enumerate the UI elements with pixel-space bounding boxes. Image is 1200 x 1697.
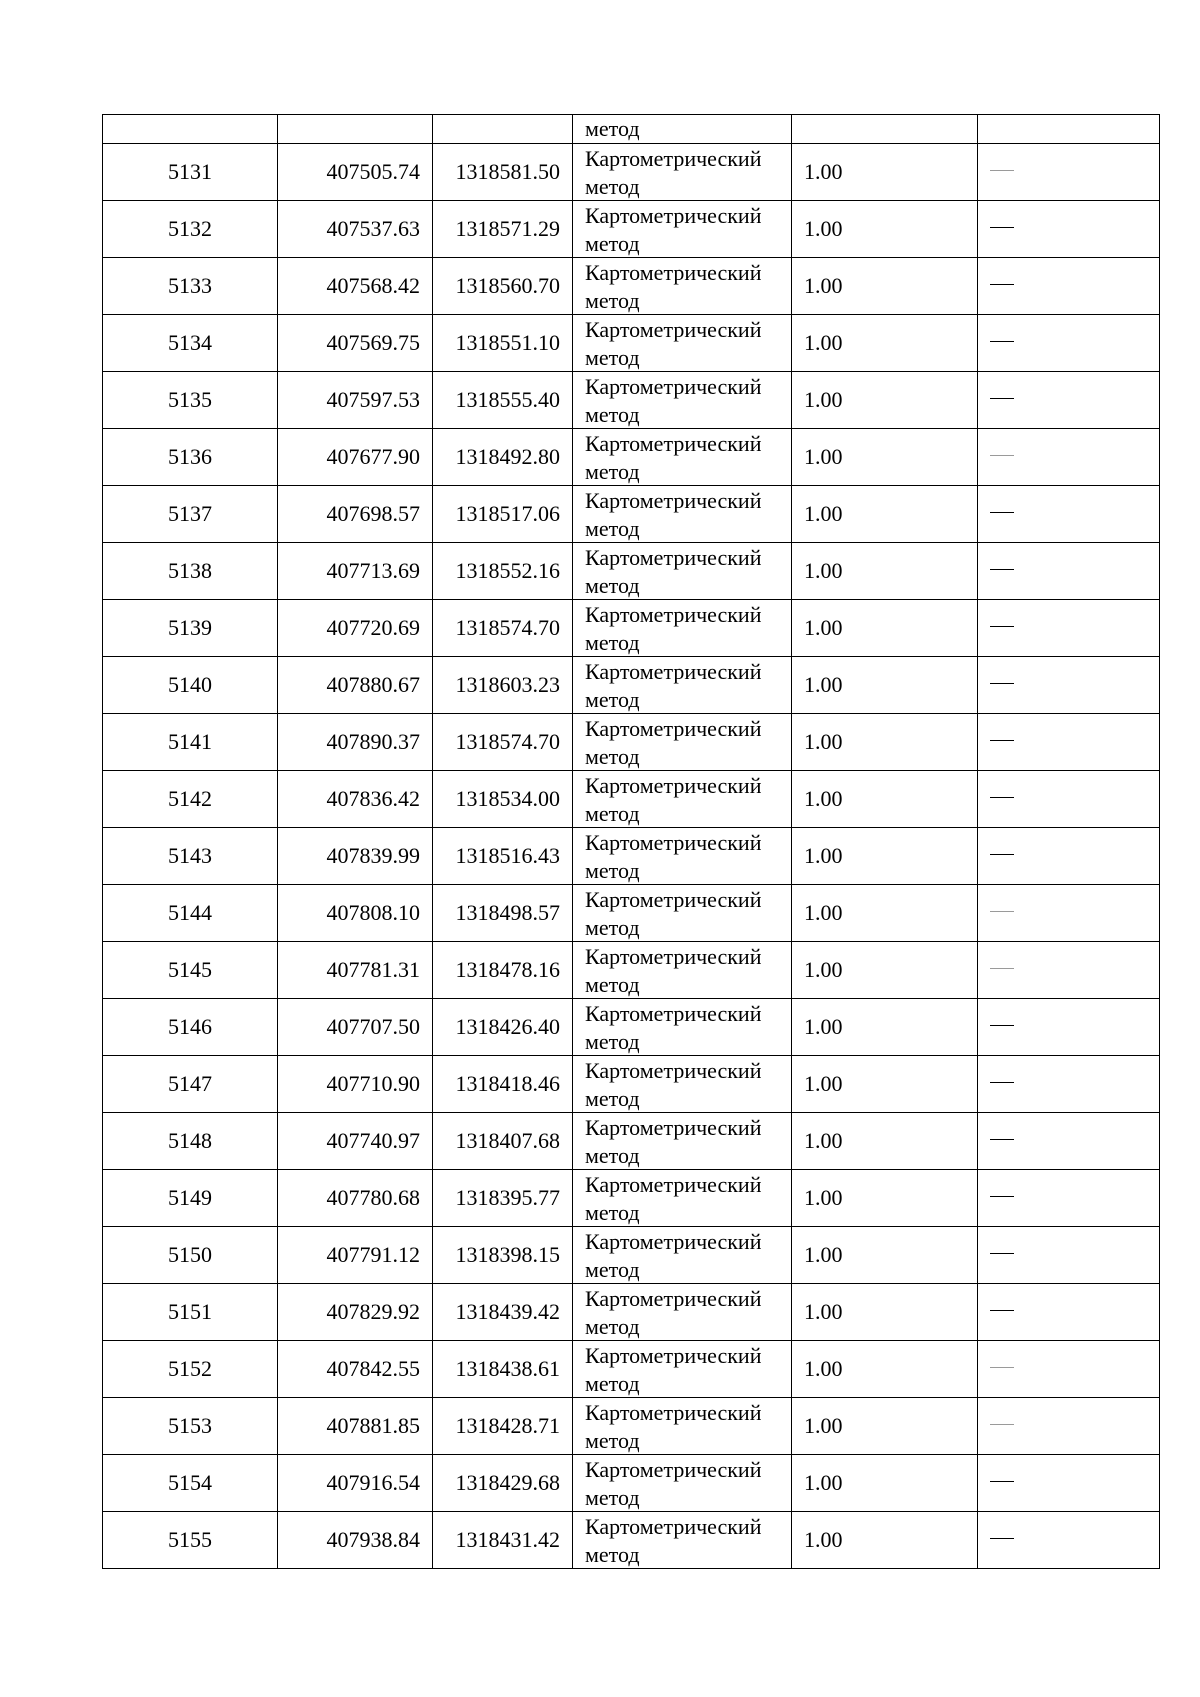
dash-icon	[990, 512, 1014, 513]
method-line-2: метод	[585, 914, 640, 940]
method-line-2: метод	[585, 458, 640, 484]
coordinates-table	[102, 114, 1160, 1569]
coordinate-x: 407938.84	[278, 1512, 433, 1569]
description-cell	[978, 885, 1160, 942]
coordinate-x: 407791.12	[278, 1227, 433, 1284]
method-line-2: метод	[585, 800, 640, 826]
method-line-2: метод	[585, 1427, 640, 1453]
dash-icon	[990, 170, 1014, 171]
coordinate-y: 1318574.70	[433, 600, 573, 657]
accuracy: 1.00	[792, 201, 978, 258]
method-line-1: Картометрический	[585, 373, 762, 399]
method-cell	[573, 1455, 792, 1512]
coordinate-y: 1318552.16	[433, 543, 573, 600]
coordinate-y: 1318517.06	[433, 486, 573, 543]
method-line-2: метод	[585, 971, 640, 997]
cell-method	[573, 115, 792, 144]
method-cell	[573, 543, 792, 600]
method-line-2: метод	[585, 1028, 640, 1054]
table-row	[103, 372, 1160, 429]
coordinate-y: 1318492.80	[433, 429, 573, 486]
dash-icon	[990, 854, 1014, 855]
method-line-2: метод	[585, 1256, 640, 1282]
method-line-2: метод	[585, 344, 640, 370]
point-number: 5138	[103, 543, 278, 600]
method-cell	[573, 942, 792, 999]
coordinate-x: 407569.75	[278, 315, 433, 372]
method-line-2: метод	[585, 515, 640, 541]
method-line-1: Картометрический	[585, 1000, 762, 1026]
method-line-1: Картометрический	[585, 1228, 762, 1254]
point-number: 5136	[103, 429, 278, 486]
method-line-1: Картометрический	[585, 772, 762, 798]
point-number: 5152	[103, 1341, 278, 1398]
dash-icon	[990, 1196, 1014, 1197]
method-line-2: метод	[585, 1313, 640, 1339]
accuracy: 1.00	[792, 1113, 978, 1170]
method-line-1: Картометрический	[585, 145, 762, 171]
method-line-1: Картометрический	[585, 487, 762, 513]
dash-icon	[990, 227, 1014, 228]
method-cell	[573, 486, 792, 543]
method-line-1: Картометрический	[585, 601, 762, 627]
method-line-2: метод	[585, 1199, 640, 1225]
method-line-2: метод	[585, 287, 640, 313]
description-cell	[978, 486, 1160, 543]
description-cell	[978, 1398, 1160, 1455]
method-line-2: метод	[585, 1370, 640, 1396]
coordinate-x: 407698.57	[278, 486, 433, 543]
dash-icon	[990, 1538, 1014, 1539]
method-line-1: Картометрический	[585, 1513, 762, 1539]
point-number: 5149	[103, 1170, 278, 1227]
coordinate-y: 1318395.77	[433, 1170, 573, 1227]
method-cell	[573, 1284, 792, 1341]
table-row	[103, 543, 1160, 600]
coordinate-y: 1318498.57	[433, 885, 573, 942]
coordinate-y: 1318555.40	[433, 372, 573, 429]
method-cell	[573, 372, 792, 429]
method-cell	[573, 999, 792, 1056]
coordinate-y: 1318438.61	[433, 1341, 573, 1398]
point-number: 5147	[103, 1056, 278, 1113]
dash-icon	[990, 797, 1014, 798]
cell-description	[978, 115, 1160, 144]
table-row	[103, 1170, 1160, 1227]
method-line-1: Картометрический	[585, 1171, 762, 1197]
coordinate-x: 407740.97	[278, 1113, 433, 1170]
dash-icon	[990, 455, 1014, 456]
accuracy: 1.00	[792, 1512, 978, 1569]
method-line-1: Картометрический	[585, 943, 762, 969]
cell-x	[278, 115, 433, 144]
coordinate-x: 407916.54	[278, 1455, 433, 1512]
point-number: 5139	[103, 600, 278, 657]
method-line-1: Картометрический	[585, 886, 762, 912]
cell-accuracy	[792, 115, 978, 144]
coordinate-y: 1318398.15	[433, 1227, 573, 1284]
point-number: 5153	[103, 1398, 278, 1455]
table-row	[103, 885, 1160, 942]
method-cell	[573, 258, 792, 315]
description-cell	[978, 1455, 1160, 1512]
point-number: 5154	[103, 1455, 278, 1512]
method-cell	[573, 1170, 792, 1227]
dash-icon	[990, 1082, 1014, 1083]
point-number: 5141	[103, 714, 278, 771]
method-cell	[573, 1056, 792, 1113]
dash-icon	[990, 1025, 1014, 1026]
method-cell	[573, 657, 792, 714]
accuracy: 1.00	[792, 714, 978, 771]
coordinate-x: 407780.68	[278, 1170, 433, 1227]
accuracy: 1.00	[792, 771, 978, 828]
accuracy: 1.00	[792, 942, 978, 999]
accuracy: 1.00	[792, 258, 978, 315]
point-number: 5134	[103, 315, 278, 372]
dash-icon	[990, 398, 1014, 399]
method-cell	[573, 315, 792, 372]
description-cell	[978, 1113, 1160, 1170]
accuracy: 1.00	[792, 429, 978, 486]
description-cell	[978, 429, 1160, 486]
table-row	[103, 201, 1160, 258]
description-cell	[978, 372, 1160, 429]
method-line-1: Картометрический	[585, 430, 762, 456]
point-number: 5150	[103, 1227, 278, 1284]
method-line-1: Картометрический	[585, 1057, 762, 1083]
method-cell	[573, 1227, 792, 1284]
method-line-1: Картометрический	[585, 1399, 762, 1425]
method-line-1: Картометрический	[585, 1114, 762, 1140]
continuation-row	[103, 115, 1160, 144]
coordinate-x: 407890.37	[278, 714, 433, 771]
dash-icon	[990, 911, 1014, 912]
accuracy: 1.00	[792, 885, 978, 942]
accuracy: 1.00	[792, 1227, 978, 1284]
description-cell	[978, 1341, 1160, 1398]
dash-icon	[990, 683, 1014, 684]
method-line-1: Картометрический	[585, 544, 762, 570]
accuracy: 1.00	[792, 1398, 978, 1455]
method-line-1: Картометрический	[585, 1342, 762, 1368]
table-row	[103, 1113, 1160, 1170]
table-row	[103, 657, 1160, 714]
coordinate-x: 407537.63	[278, 201, 433, 258]
dash-icon	[990, 1310, 1014, 1311]
coordinate-x: 407829.92	[278, 1284, 433, 1341]
method-line-2: метод	[585, 230, 640, 256]
table-row	[103, 1512, 1160, 1569]
method-cell	[573, 1512, 792, 1569]
method-line-2: метод	[585, 629, 640, 655]
accuracy: 1.00	[792, 486, 978, 543]
coordinate-y: 1318429.68	[433, 1455, 573, 1512]
dash-icon	[990, 1424, 1014, 1425]
coordinate-y: 1318581.50	[433, 144, 573, 201]
coordinate-y: 1318478.16	[433, 942, 573, 999]
method-cell	[573, 600, 792, 657]
table-row	[103, 315, 1160, 372]
table-row	[103, 828, 1160, 885]
table-row	[103, 942, 1160, 999]
description-cell	[978, 201, 1160, 258]
coordinate-x: 407505.74	[278, 144, 433, 201]
method-cell	[573, 1398, 792, 1455]
method-line-1: Картометрический	[585, 829, 762, 855]
description-cell	[978, 258, 1160, 315]
table-row	[103, 1455, 1160, 1512]
dash-icon	[990, 740, 1014, 741]
table-row	[103, 1341, 1160, 1398]
method-cell	[573, 1113, 792, 1170]
table-row	[103, 1227, 1160, 1284]
coordinate-x: 407808.10	[278, 885, 433, 942]
coordinate-x: 407568.42	[278, 258, 433, 315]
method-cell	[573, 828, 792, 885]
cell-num	[103, 115, 278, 144]
table-row	[103, 771, 1160, 828]
coordinate-x: 407713.69	[278, 543, 433, 600]
point-number: 5155	[103, 1512, 278, 1569]
coordinate-y: 1318551.10	[433, 315, 573, 372]
point-number: 5151	[103, 1284, 278, 1341]
description-cell	[978, 657, 1160, 714]
description-cell	[978, 144, 1160, 201]
description-cell	[978, 714, 1160, 771]
coordinate-x: 407881.85	[278, 1398, 433, 1455]
accuracy: 1.00	[792, 372, 978, 429]
description-cell	[978, 543, 1160, 600]
dash-icon	[990, 1481, 1014, 1482]
coordinate-y: 1318426.40	[433, 999, 573, 1056]
method-line-1: Картометрический	[585, 1456, 762, 1482]
description-cell	[978, 1284, 1160, 1341]
coordinate-y: 1318603.23	[433, 657, 573, 714]
coordinate-x: 407710.90	[278, 1056, 433, 1113]
coordinate-y: 1318418.46	[433, 1056, 573, 1113]
table-row	[103, 258, 1160, 315]
accuracy: 1.00	[792, 1455, 978, 1512]
method-line-1: Картометрический	[585, 259, 762, 285]
method-line-2: метод	[585, 1085, 640, 1111]
point-number: 5137	[103, 486, 278, 543]
coordinate-x: 407720.69	[278, 600, 433, 657]
coordinate-y: 1318571.29	[433, 201, 573, 258]
table-row	[103, 1398, 1160, 1455]
method-line-2: метод	[585, 1484, 640, 1510]
cell-y	[433, 115, 573, 144]
method-line-2: метод	[585, 857, 640, 883]
accuracy: 1.00	[792, 600, 978, 657]
point-number: 5144	[103, 885, 278, 942]
method-line-1: Картометрический	[585, 715, 762, 741]
method-line-2: метод	[585, 1142, 640, 1168]
method-line-1: Картометрический	[585, 202, 762, 228]
table-row	[103, 999, 1160, 1056]
method-line-1: Картометрический	[585, 316, 762, 342]
point-number: 5140	[103, 657, 278, 714]
table-row	[103, 144, 1160, 201]
point-number: 5148	[103, 1113, 278, 1170]
dash-icon	[990, 1139, 1014, 1140]
method-cell	[573, 771, 792, 828]
method-line-2: метод	[585, 686, 640, 712]
coordinate-x: 407707.50	[278, 999, 433, 1056]
method-line-1: Картометрический	[585, 1285, 762, 1311]
dash-icon	[990, 1367, 1014, 1368]
dash-icon	[990, 284, 1014, 285]
coordinate-y: 1318516.43	[433, 828, 573, 885]
point-number: 5135	[103, 372, 278, 429]
coordinate-x: 407880.67	[278, 657, 433, 714]
coordinate-y: 1318560.70	[433, 258, 573, 315]
accuracy: 1.00	[792, 828, 978, 885]
coordinate-y: 1318574.70	[433, 714, 573, 771]
description-cell	[978, 828, 1160, 885]
description-cell	[978, 1170, 1160, 1227]
coordinates-table-body	[103, 115, 1160, 1569]
description-cell	[978, 1056, 1160, 1113]
accuracy: 1.00	[792, 543, 978, 600]
point-number: 5131	[103, 144, 278, 201]
method-line-2: метод	[585, 401, 640, 427]
dash-icon	[990, 1253, 1014, 1254]
coordinate-x: 407842.55	[278, 1341, 433, 1398]
coordinate-y: 1318431.42	[433, 1512, 573, 1569]
description-cell	[978, 771, 1160, 828]
dash-icon	[990, 626, 1014, 627]
accuracy: 1.00	[792, 999, 978, 1056]
coordinate-x: 407839.99	[278, 828, 433, 885]
point-number: 5146	[103, 999, 278, 1056]
coordinate-y: 1318428.71	[433, 1398, 573, 1455]
coordinate-y: 1318407.68	[433, 1113, 573, 1170]
description-cell	[978, 315, 1160, 372]
accuracy: 1.00	[792, 315, 978, 372]
method-cell	[573, 144, 792, 201]
accuracy: 1.00	[792, 144, 978, 201]
table-row	[103, 1056, 1160, 1113]
method-line-1: Картометрический	[585, 658, 762, 684]
method-line-2: метод	[585, 1541, 640, 1567]
dash-icon	[990, 968, 1014, 969]
method-cell	[573, 429, 792, 486]
description-cell	[978, 999, 1160, 1056]
dash-icon	[990, 569, 1014, 570]
method-cell	[573, 714, 792, 771]
method-line-2: метод	[585, 743, 640, 769]
accuracy: 1.00	[792, 1341, 978, 1398]
description-cell	[978, 1512, 1160, 1569]
coordinate-x: 407597.53	[278, 372, 433, 429]
table-row	[103, 1284, 1160, 1341]
coordinate-x: 407781.31	[278, 942, 433, 999]
coordinate-y: 1318439.42	[433, 1284, 573, 1341]
table-row	[103, 429, 1160, 486]
table-row	[103, 714, 1160, 771]
method-cell	[573, 1341, 792, 1398]
description-cell	[978, 600, 1160, 657]
description-cell	[978, 942, 1160, 999]
accuracy: 1.00	[792, 1284, 978, 1341]
method-cell	[573, 885, 792, 942]
method-cell	[573, 201, 792, 258]
accuracy: 1.00	[792, 1170, 978, 1227]
accuracy: 1.00	[792, 657, 978, 714]
accuracy: 1.00	[792, 1056, 978, 1113]
dash-icon	[990, 341, 1014, 342]
method-tail: метод	[585, 116, 640, 141]
coordinate-x: 407836.42	[278, 771, 433, 828]
point-number: 5143	[103, 828, 278, 885]
method-line-2: метод	[585, 572, 640, 598]
point-number: 5133	[103, 258, 278, 315]
table-row	[103, 486, 1160, 543]
point-number: 5145	[103, 942, 278, 999]
coordinate-x: 407677.90	[278, 429, 433, 486]
table-row	[103, 600, 1160, 657]
point-number: 5142	[103, 771, 278, 828]
point-number: 5132	[103, 201, 278, 258]
description-cell	[978, 1227, 1160, 1284]
coordinate-y: 1318534.00	[433, 771, 573, 828]
method-line-2: метод	[585, 173, 640, 199]
